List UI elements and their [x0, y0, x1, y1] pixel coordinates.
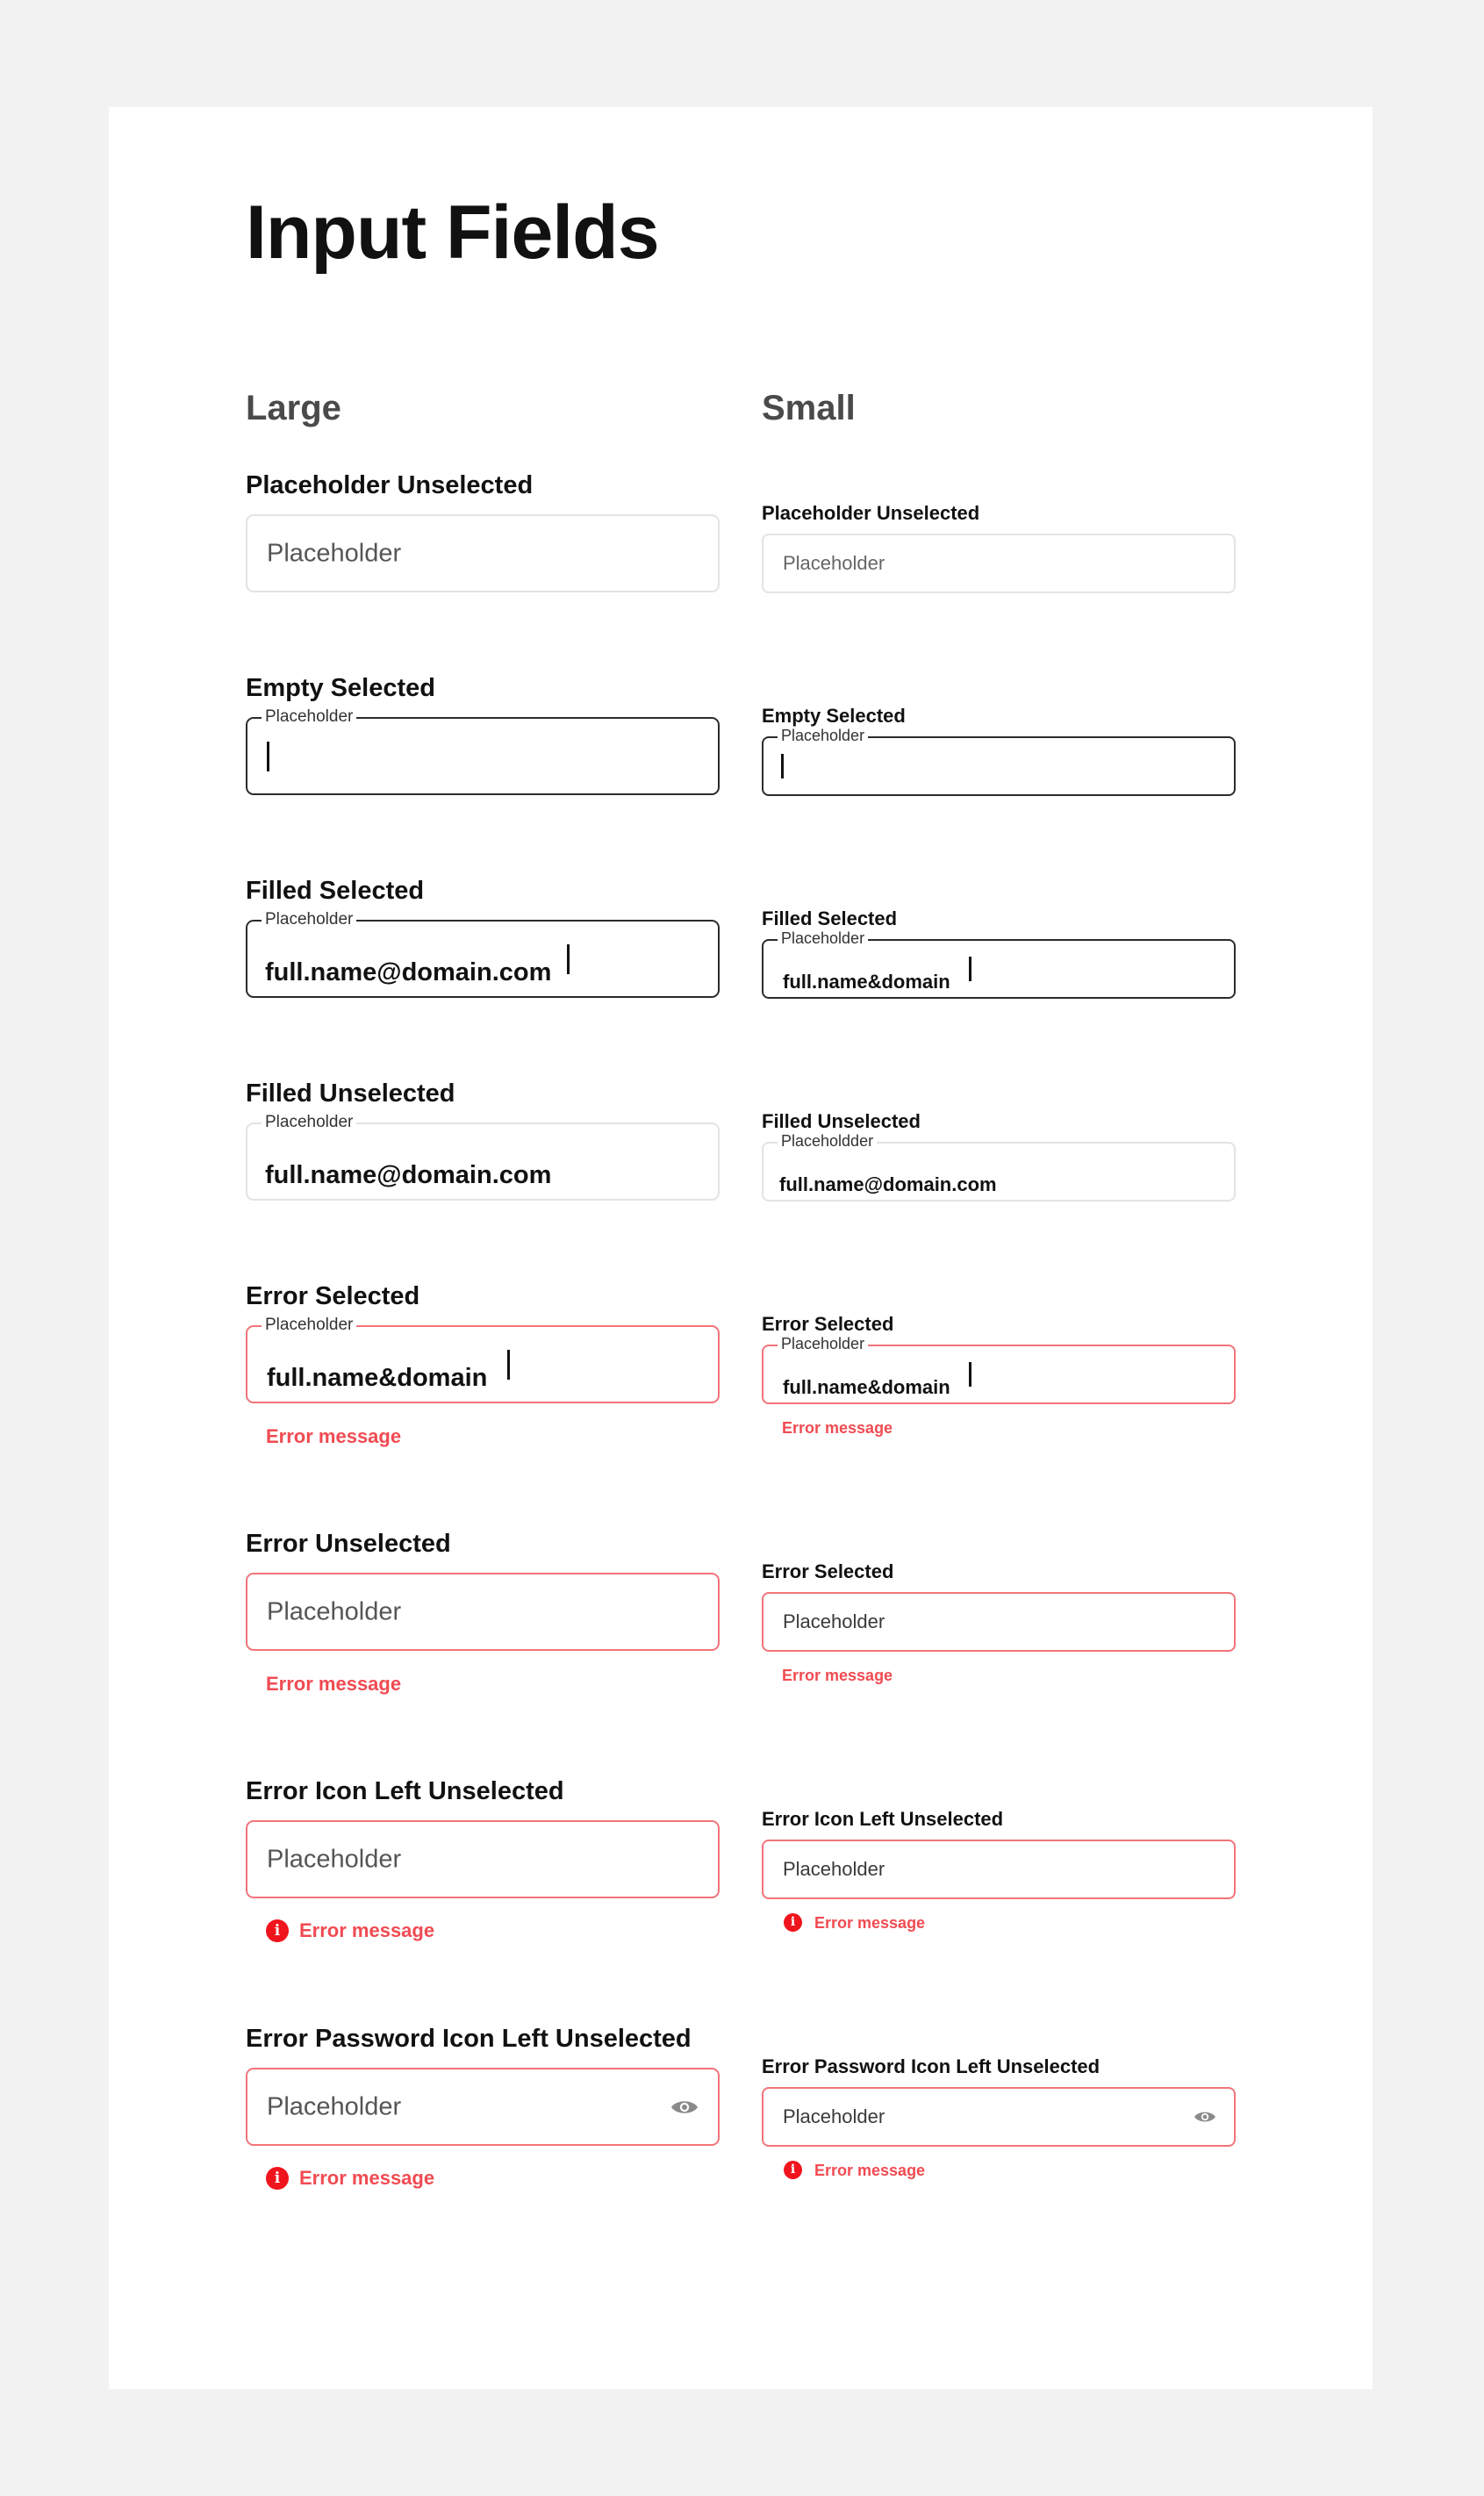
floating-label: Placeholder — [778, 728, 868, 743]
input-error-password-small[interactable] — [762, 2087, 1236, 2147]
input-error-password-large[interactable] — [246, 2068, 720, 2146]
floating-label: Placeholdder — [778, 1133, 877, 1149]
input-empty-selected-large[interactable] — [246, 707, 720, 795]
input-placeholder-text: Placeholder — [783, 2105, 885, 2127]
label-empty-selected-large: Empty Selected — [246, 674, 435, 702]
input-placeholder-text: Placeholder — [267, 2092, 402, 2120]
error-message-text: Error message — [814, 1913, 926, 1932]
input-filled-unselected-large[interactable] — [246, 1113, 720, 1201]
input-placeholder-unselected-small[interactable] — [762, 534, 1236, 593]
error-message-text: Error message — [782, 1667, 893, 1684]
error-message-small — [782, 1668, 893, 1683]
column-heading-small: Small — [762, 389, 856, 427]
text-caret — [567, 944, 570, 974]
error-message-large — [266, 1919, 434, 1942]
error-message-large — [266, 1427, 401, 1446]
floating-label: Placeholder — [262, 1316, 356, 1333]
input-error-icon-left-large[interactable] — [246, 1820, 720, 1898]
error-message-large — [266, 1675, 401, 1694]
label-placeholder-unselected-small: Placeholder Unselected — [762, 502, 980, 524]
input-error-selected-small[interactable] — [762, 1335, 1236, 1404]
floating-label: Placeholder — [262, 1114, 356, 1130]
label-filled-unselected-small: Filled Unselected — [762, 1110, 921, 1132]
error-message-small — [784, 2161, 925, 2179]
label-filled-selected-large: Filled Selected — [246, 877, 425, 905]
text-caret — [969, 957, 971, 981]
text-caret — [969, 1362, 971, 1387]
info-icon: i — [784, 1913, 802, 1932]
label-error-selected-large: Error Selected — [246, 1282, 420, 1310]
text-caret — [781, 754, 784, 778]
error-message-text: Error message — [266, 1425, 402, 1447]
label-error-icon-left-large: Error Icon Left Unselected — [246, 1777, 564, 1805]
label-error-icon-left-small: Error Icon Left Unselected — [762, 1808, 1004, 1830]
input-value: full.name&domain — [783, 1376, 950, 1398]
input-placeholder-unselected-large[interactable] — [246, 514, 720, 592]
error-message-text: Error message — [782, 1419, 893, 1437]
input-empty-selected-small[interactable] — [762, 727, 1236, 796]
input-filled-unselected-small[interactable] — [762, 1132, 1236, 1201]
floating-label: Placeholder — [262, 708, 356, 725]
input-value: full.name@domain.com — [779, 1173, 997, 1195]
page-title: Input Fields — [246, 190, 659, 275]
error-message-text: Error message — [814, 2161, 926, 2179]
label-filled-selected-small: Filled Selected — [762, 907, 898, 929]
input-error-icon-left-small[interactable] — [762, 1840, 1236, 1899]
label-error-selected-small: Error Selected — [762, 1313, 894, 1335]
input-placeholder-text: Placeholder — [267, 1597, 402, 1625]
eye-icon[interactable] — [670, 2098, 699, 2116]
input-value: full.name@domain.com — [265, 1161, 552, 1189]
input-value: full.name@domain.com — [265, 958, 552, 986]
label-empty-selected-small: Empty Selected — [762, 705, 906, 727]
floating-label: Placeholder — [262, 911, 356, 928]
label-error-password-large: Error Password Icon Left Unselected — [246, 2025, 692, 2053]
info-icon: i — [266, 2167, 289, 2190]
error-message-small — [782, 1420, 893, 1436]
info-icon: i — [784, 2161, 802, 2179]
label-error-unselected-large: Error Unselected — [246, 1530, 451, 1558]
label-error-password-small: Error Password Icon Left Unselected — [762, 2055, 1100, 2077]
error-message-small — [784, 1913, 925, 1932]
column-heading-large: Large — [246, 389, 341, 427]
input-placeholder-text: Placeholder — [783, 552, 885, 574]
input-value: full.name&domain — [783, 971, 950, 993]
error-message-text: Error message — [299, 2167, 435, 2189]
label-filled-unselected-large: Filled Unselected — [246, 1079, 455, 1108]
input-placeholder-text: Placeholder — [783, 1610, 885, 1632]
input-value: full.name&domain — [267, 1364, 488, 1392]
floating-label: Placeholder — [778, 1336, 868, 1352]
text-caret — [267, 742, 269, 771]
input-filled-selected-small[interactable] — [762, 929, 1236, 999]
input-error-selected-large[interactable] — [246, 1316, 720, 1403]
input-placeholder-text: Placeholder — [267, 1845, 402, 1873]
label-placeholder-unselected-large: Placeholder Unselected — [246, 471, 534, 499]
text-caret — [507, 1350, 510, 1380]
error-message-text: Error message — [299, 1919, 435, 1941]
info-icon: i — [266, 1919, 289, 1942]
input-placeholder-text: Placeholder — [783, 1858, 885, 1880]
input-error-unselected-small[interactable] — [762, 1592, 1236, 1652]
eye-icon[interactable] — [1194, 2110, 1216, 2124]
input-error-unselected-large[interactable] — [246, 1573, 720, 1651]
input-filled-selected-large[interactable] — [246, 910, 720, 998]
error-message-large — [266, 2167, 434, 2190]
floating-label: Placeholder — [778, 930, 868, 946]
error-message-text: Error message — [266, 1673, 402, 1695]
input-placeholder-text: Placeholder — [267, 539, 402, 567]
label-error-unselected-small: Error Selected — [762, 1560, 894, 1582]
